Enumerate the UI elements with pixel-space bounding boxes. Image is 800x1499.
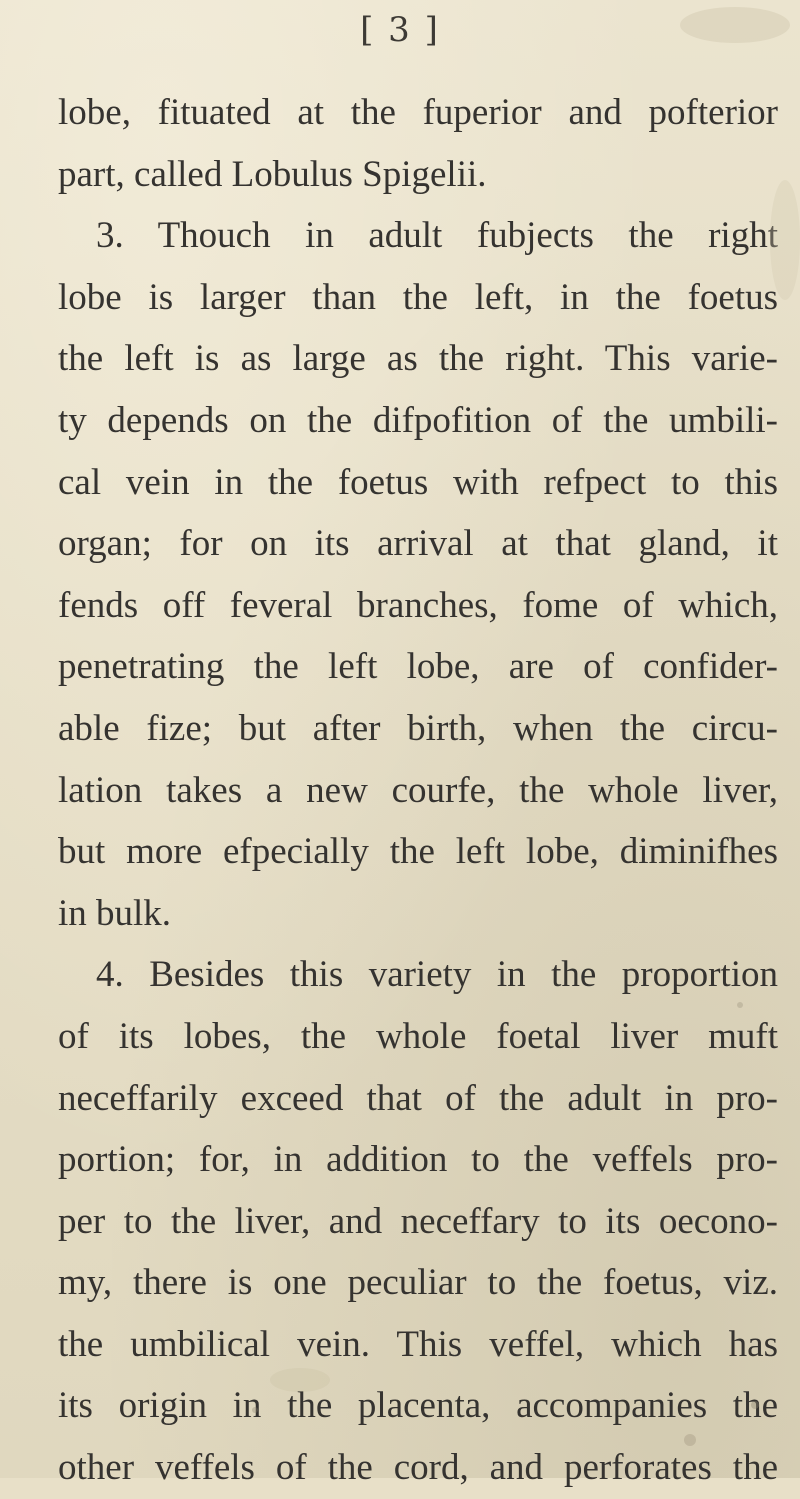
text-line: but more efpecially the left lobe, diminifhes	[58, 831, 778, 873]
text-line: portion; for, in addition to the veffels pro-	[58, 1139, 778, 1181]
text-line: other veffels of the cord, and perforates the	[58, 1447, 778, 1489]
text-line: my, there is one peculiar to the foetus, viz.	[58, 1262, 778, 1304]
text-line: of its lobes, the whole foetal liver muft	[58, 1015, 778, 1057]
text-line: 4. Besides this variety in the proportion	[96, 954, 778, 996]
text-line: lation takes a new courfe, the whole liver,	[58, 769, 778, 811]
text-line: 3. Thouch in adult fubjects the right	[96, 215, 778, 257]
text-line: lobe is larger than the left, in the foetus	[58, 276, 778, 318]
body-text	[58, 82, 778, 1499]
page-number: [ 3 ]	[360, 10, 440, 50]
text-line: per to the liver, and neceffary to its oecono-	[58, 1200, 778, 1242]
text-line: organ; for on its arrival at that gland, it	[58, 523, 778, 565]
text-line: able fize; but after birth, when the circu-	[58, 707, 778, 749]
text-line: fends off feveral branches, fome of which,	[58, 584, 778, 626]
text-line: the umbilical vein. This veffel, which has	[58, 1323, 778, 1365]
text-line: neceffarily exceed that of the adult in pro-	[58, 1077, 778, 1119]
text-line: in bulk.	[58, 892, 172, 934]
text-line: cal vein in the foetus with refpect to this	[58, 461, 778, 503]
text-line: its origin in the placenta, accompanies the	[58, 1385, 778, 1427]
text-line: ty depends on the difpofition of the umbili-	[58, 399, 778, 441]
text-line: lobe, fituated at the fuperior and pofterior	[58, 92, 778, 133]
text-line: part, called Lobulus Spigelii.	[58, 153, 487, 195]
text-line: penetrating the left lobe, are of confider-	[58, 646, 778, 688]
text-line: the left is as large as the right. This varie-	[58, 338, 778, 380]
